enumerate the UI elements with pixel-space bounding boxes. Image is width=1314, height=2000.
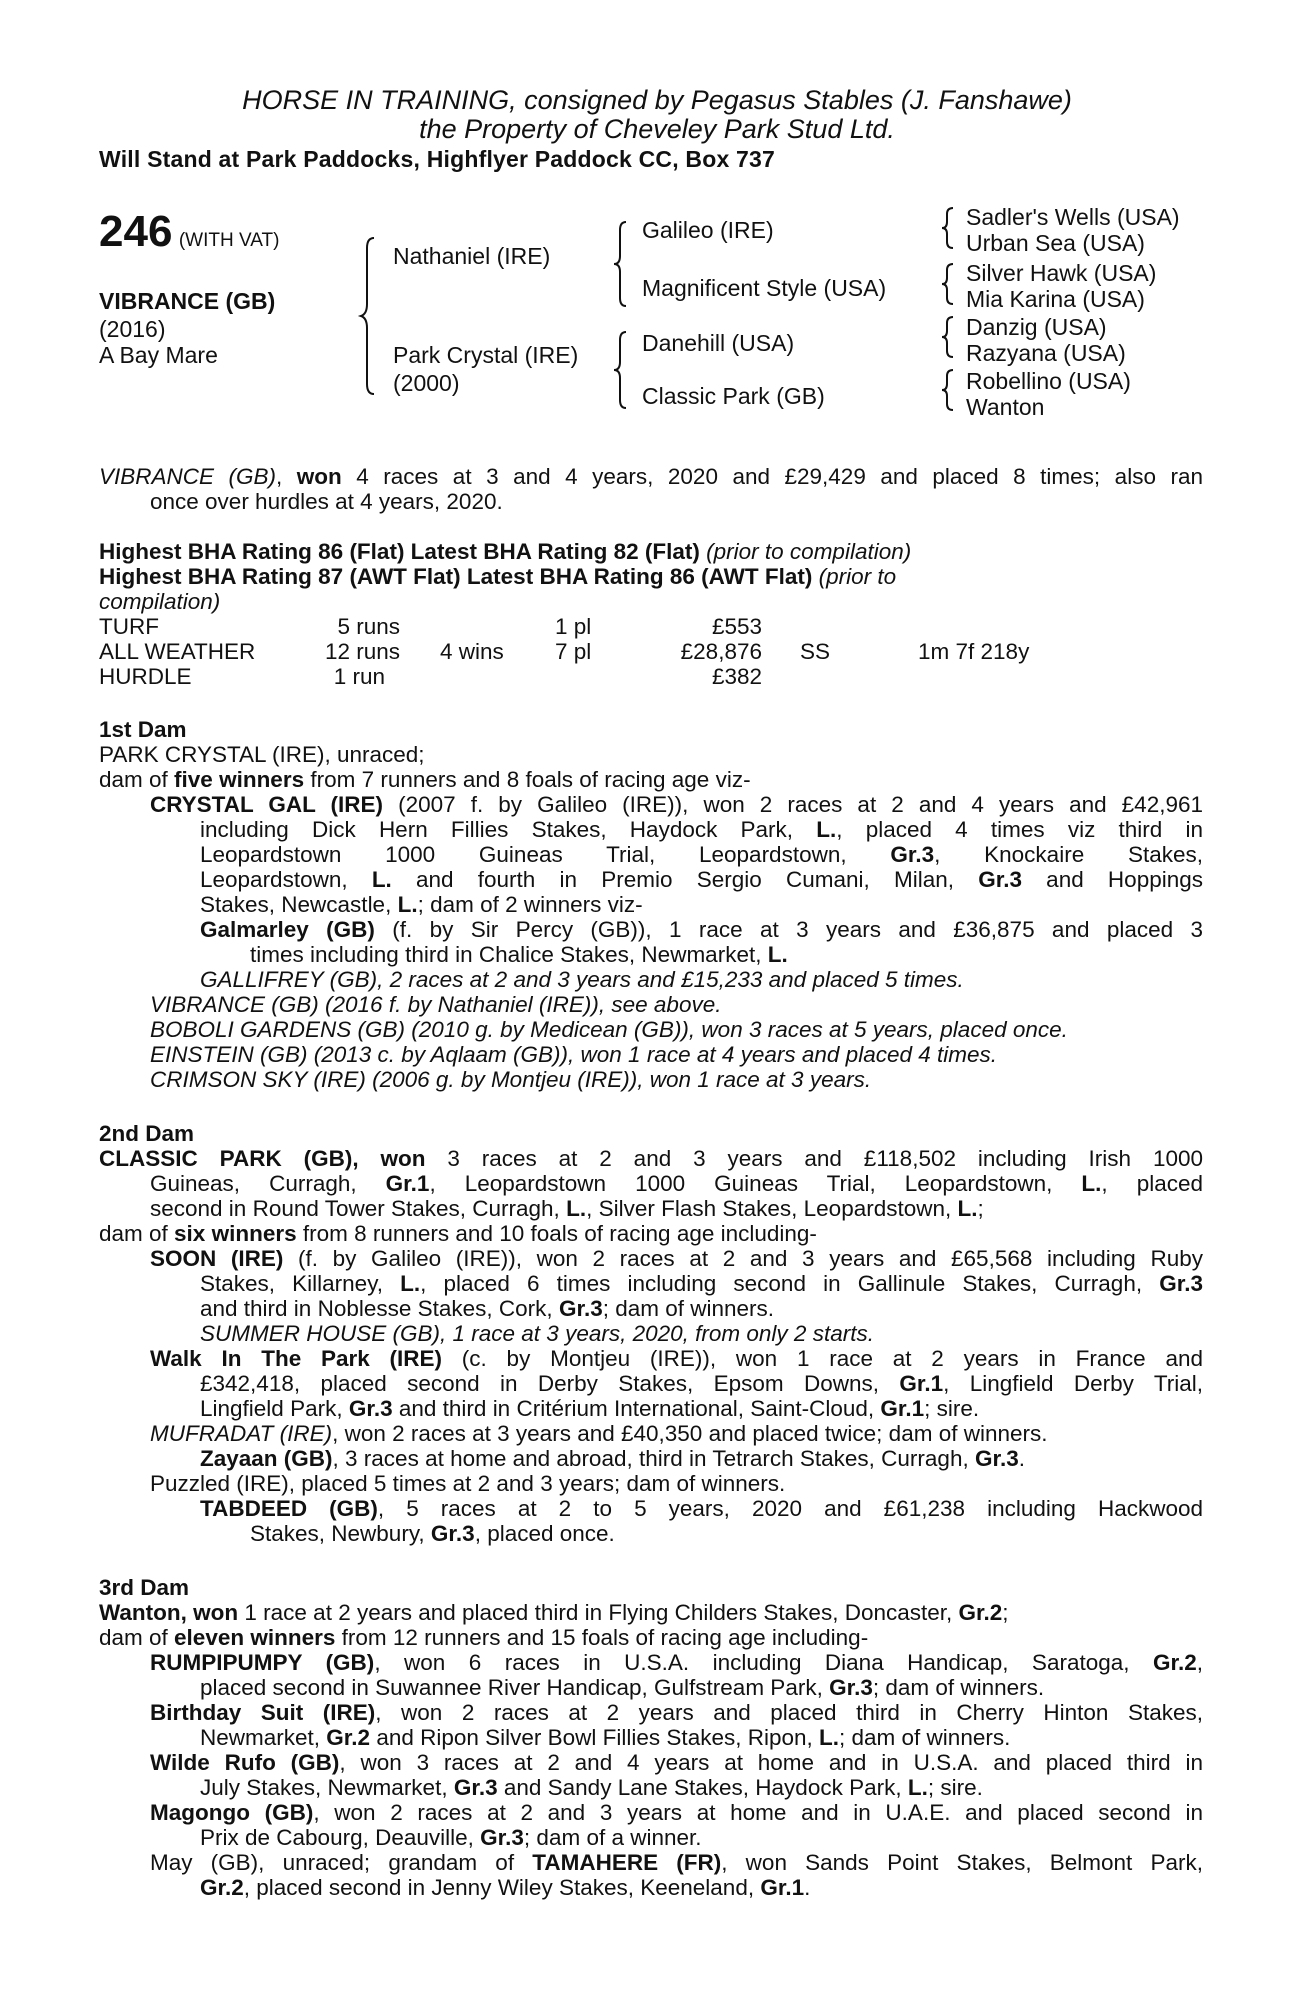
- pedigree-bracket-ds: [941, 315, 955, 359]
- lot-number-block: [99, 208, 279, 265]
- rating-line-2: Highest BHA Rating 87 (AWT Flat) Latest BHA Rating 86 (AWT Flat) (prior to: [99, 564, 897, 589]
- produce-tabdeed: TABDEED (GB), 5 races at 2 to 5 years, 2020 and £61,238 including Hackwood: [200, 1496, 1203, 1521]
- produce-birthday-suit: Birthday Suit (IRE), won 2 races at 2 years and placed third in Cherry Hinton Stakes,: [150, 1700, 1203, 1725]
- produce-soon: SOON (IRE) (f. by Galileo (IRE)), won 2 races at 2 and 3 years and £65,568 including Ruby: [150, 1246, 1203, 1271]
- pedigree-sire: Nathaniel (IRE): [393, 243, 551, 269]
- horse-description: A Bay Mare: [99, 342, 218, 368]
- second-dam-heading: 2nd Dam: [99, 1121, 195, 1146]
- pedigree-bracket-ss: [941, 206, 955, 250]
- produce-zayaan: Zayaan (GB), 3 races at home and abroad, third in Tetrarch Stakes, Curragh, Gr.3.: [200, 1446, 1026, 1471]
- pedigree-dss: Danzig (USA): [966, 314, 1107, 340]
- pedigree-bracket-dd: [941, 368, 955, 412]
- pedigree-dam: Park Crystal (IRE): [393, 342, 579, 368]
- race-summary-line-2: once over hurdles at 4 years, 2020.: [150, 489, 503, 514]
- produce-boboli-gardens: BOBOLI GARDENS (GB) (2010 g. by Medicean (GB)), won 3 races at 5 years, placed once.: [150, 1017, 1068, 1042]
- owner-line: the Property of Cheveley Park Stud Ltd.: [419, 114, 895, 144]
- pedigree-bracket-sd: [941, 262, 955, 306]
- produce-wilde-rufo: Wilde Rufo (GB), won 3 races at 2 and 4 years at home and in U.S.A. and placed third in: [150, 1750, 1203, 1775]
- produce-magongo: Magongo (GB), won 2 races at 2 and 3 years at home and in U.A.E. and placed second in: [150, 1800, 1203, 1825]
- pedigree-sds: Silver Hawk (USA): [966, 260, 1157, 286]
- rating-line-3: compilation): [99, 589, 221, 614]
- pedigree-sdd: Mia Karina (USA): [966, 286, 1145, 312]
- third-dam-heading: 3rd Dam: [99, 1575, 190, 1600]
- stabling-line: Will Stand at Park Paddocks, Highflyer Paddock CC, Box 737: [99, 146, 776, 172]
- vat-note: (WITH VAT): [178, 230, 280, 251]
- produce-mufradat: MUFRADAT (IRE), won 2 races at 3 years and £40,350 and placed twice; dam of winners.: [150, 1421, 1048, 1446]
- produce-gallifrey: GALLIFREY (GB), 2 races at 2 and 3 years and £15,233 and placed 5 times.: [200, 967, 964, 992]
- produce-galmarley: Galmarley (GB) (f. by Sir Percy (GB)), 1 race at 3 years and £36,875 and placed 3: [200, 917, 1203, 942]
- horse-year: (2016): [99, 316, 166, 342]
- first-dam-heading: 1st Dam: [99, 717, 187, 742]
- pedigree-dam-sire: Danehill (USA): [642, 330, 795, 356]
- pedigree-sire-dam: Magnificent Style (USA): [642, 275, 887, 301]
- produce-summer-house: SUMMER HOUSE (GB), 1 race at 3 years, 2020, from only 2 starts.: [200, 1321, 874, 1346]
- pedigree-ssd: Urban Sea (USA): [966, 230, 1145, 256]
- produce-rumpipumpy: RUMPIPUMPY (GB), won 6 races in U.S.A. including Diana Handicap, Saratoga, Gr.2,: [150, 1650, 1204, 1675]
- produce-einstein: EINSTEIN (GB) (2013 c. by Aqlaam (GB)), won 1 race at 4 years and placed 4 times.: [150, 1042, 998, 1067]
- pedigree-bracket-dam: [613, 330, 629, 410]
- race-summary-line-1: VIBRANCE (GB), won 4 races at 3 and 4 years, 2020 and £29,429 and placed 8 times; also ran: [99, 464, 1203, 489]
- pedigree-dam-dam: Classic Park (GB): [642, 383, 825, 409]
- first-dam-name: PARK CRYSTAL (IRE), unraced;: [99, 742, 425, 767]
- consignor-line: HORSE IN TRAINING, consigned by Pegasus Stables (J. Fanshawe): [242, 85, 1072, 115]
- pedigree-bracket-main: [360, 236, 380, 396]
- rating-line-1: Highest BHA Rating 86 (Flat) Latest BHA Rating 82 (Flat) (prior to compilation): [99, 539, 912, 564]
- horse-name: VIBRANCE (GB): [99, 288, 276, 314]
- first-dam-produce-summary: dam of five winners from 7 runners and 8 foals of racing age viz-: [99, 767, 751, 792]
- pedigree-dsd: Razyana (USA): [966, 340, 1126, 366]
- lot-number: 246: [99, 207, 173, 256]
- pedigree-dam-year: (2000): [393, 370, 460, 396]
- produce-may: May (GB), unraced; grandam of TAMAHERE (FR), won Sands Point Stakes, Belmont Park,: [150, 1850, 1203, 1875]
- second-dam-classic-park: CLASSIC PARK (GB), won 3 races at 2 and 3 years and £118,502 including Irish 1000: [99, 1146, 1203, 1171]
- produce-crystal-gal: CRYSTAL GAL (IRE) (2007 f. by Galileo (IRE)), won 2 races at 2 and 4 years and £42,961: [150, 792, 1203, 817]
- produce-puzzled: Puzzled (IRE), placed 5 times at 2 and 3 years; dam of winners.: [150, 1471, 786, 1496]
- produce-crimson-sky: CRIMSON SKY (IRE) (2006 g. by Montjeu (IRE)), won 1 race at 3 years.: [150, 1067, 872, 1092]
- pedigree-sire-sire: Galileo (IRE): [642, 217, 774, 243]
- pedigree-ddd: Wanton: [966, 394, 1045, 420]
- third-dam-wanton: Wanton, won 1 race at 2 years and placed third in Flying Childers Stakes, Doncaster, Gr.2;: [99, 1600, 1009, 1625]
- produce-vibrance: VIBRANCE (GB) (2016 f. by Nathaniel (IRE)), see above.: [150, 992, 722, 1017]
- pedigree-sss: Sadler's Wells (USA): [966, 204, 1180, 230]
- produce-walk-in-the-park: Walk In The Park (IRE) (c. by Montjeu (IRE)), won 1 race at 2 years in France and: [150, 1346, 1203, 1371]
- catalogue-page: HORSE IN TRAINING, consigned by Pegasus Stables (J. Fanshawe) the Property of Cheveley Park Stud Ltd. Will Stand at Park Paddocks, Highflyer Paddock CC, Box 737 246 (WITH VAT) VIBRANCE (GB) (2016) A Bay Mare Nathaniel (IRE) Park Crystal (IRE) (2000) Galileo (IRE) Magnificent Style (USA) Danehill (USA) Classic Park (GB) Sadler's Wells (USA) Urban Sea (USA) Silver Hawk (USA) Mia Karina (USA) Danzig (USA) Razyana (USA) Robellino (USA) Wanton VIBRANCE (GB), won 4 races at 3 and 4 years, 2020 and £29,429 and placed 8 times; also ran once over hurdles at 4 years, 2020. Highest BHA Rating 86 (Flat) Latest BHA Rating 82 (Flat) (prior to compilation) Highest BHA Rating 87 (AWT Flat) Latest BHA Rating 86 (AWT Flat) (prior to compilation) TURF 5 runs 1 pl £553 ALL WEATHER 12 runs 4 wins 7 pl £28,876 SS 1m 7f 218y HURDLE 1 run £382 1st Dam PARK CRYSTAL (IRE), unraced; dam of five winners from 7 runners and 8 foals of racing age viz- CRYSTAL GAL (IRE) (2007 f. by Galileo (IRE)), won 2 races at 2 and 4 years and £42,961 including Dick Hern Fillies Stakes, Haydock Park, L., placed 4 times viz third in Leopardstown 1000 Guineas Trial, Leopardstown, Gr.3, Knockaire Stakes, Leopardstown, L. and fourth in Premio Sergio Cumani, Milan, Gr.3 and Hoppings Stakes, Newcastle, L.; dam of 2 winners viz- Galmarley (GB) (f. by Sir Percy (GB)), 1 race at 3 years and £36,875 and placed 3 times including third in Chalice Stakes, Newmarket, L. GALLIFREY (GB), 2 races at 2 and 3 years and £15,233 and placed 5 times. VIBRANCE (GB) (2016 f. by Nathaniel (IRE)), see above. BOBOLI GARDENS (GB) (2010 g. by Medicean (GB)), won 3 races at 5 years, placed once. EINSTEIN (GB) (2013 c. by Aqlaam (GB)), won 1 race at 4 years and placed 4 times. CRIMSON SKY (IRE) (2006 g. by Montjeu (IRE)), won 1 race at 3 years. 2nd Dam CLASSIC PARK (GB), won 3 races at 2 and 3 years and £118,502 including Irish 1000 Guineas, Curragh, Gr.1, Leopardstown 1000 Guineas Trial, Leopardstown, L., placed second in Round Tower Stakes, Curragh, L., Silver Flash Stakes, Leopardstown, L.; dam of six winners from 8 runners and 10 foals of racing age including- SOON (IRE) (f. by Galileo (IRE)), won 2 races at 2 and 3 years and £65,568 including Ruby Stakes, Killarney, L., placed 6 times including second in Gallinule Stakes, Curragh, Gr.3 and third in Noblesse Stakes, Cork, Gr.3; dam of winners. SUMMER HOUSE (GB), 1 race at 3 years, 2020, from only 2 starts. Walk In The Park (IRE) (c. by Montjeu (IRE)), won 1 race at 2 years in France and £342,418, placed second in Derby Stakes, Epsom Downs, Gr.1, Lingfield Derby Trial, Lingfield Park, Gr.3 and third in Critérium International, Saint-Cloud, Gr.1; sire. MUFRADAT (IRE), won 2 races at 3 years and £40,350 and placed twice; dam of winners. Zayaan (GB), 3 races at home and abroad, third in Tetrarch Stakes, Curragh, Gr.3. Puzzled (IRE), placed 5 times at 2 and 3 years; dam of winners. TABDEED (GB), 5 races at 2 to 5 years, 2020 and £61,238 including Hackwood Stakes, Newbury, Gr.3, placed once. 3rd Dam Wanton, won 1 race at 2 years and placed third in Flying Childers Stakes, Doncaster, Gr.2; dam of eleven winners from 12 runners and 15 foals of racing age including- RUMPIPUMPY (GB), won 6 races in U.S.A. including Diana Handicap, Saratoga, Gr.2, placed second in Suwannee River Handicap, Gulfstream Park, Gr.3; dam of winners. Birthday Suit (IRE), won 2 races at 2 years and placed third in Cherry Hinton Stakes, Newmarket, Gr.2 and Ripon Silver Bowl Fillies Stakes, Ripon, L.; dam of winners. Wilde Rufo (GB), won 3 races at 2 and 4 years at home and in U.S.A. and placed third in July Stakes, Newmarket, Gr.3 and Sandy Lane Stakes, Haydock Park, L.; sire. Magongo (GB), won 2 races at 2 and 3 years at home and in U.A.E. and placed second in Prix de Cabourg, Deauville, Gr.3; dam of a winner. May (GB), unraced; grandam of TAMAHERE (FR), won Sands Point Stakes, Belmont Park, Gr.2, placed second in Jenny Wiley Stakes, Keeneland, Gr.1.: [0, 0, 1314, 2000]
- pedigree-dds: Robellino (USA): [966, 368, 1131, 394]
- pedigree-bracket-sire: [613, 220, 629, 308]
